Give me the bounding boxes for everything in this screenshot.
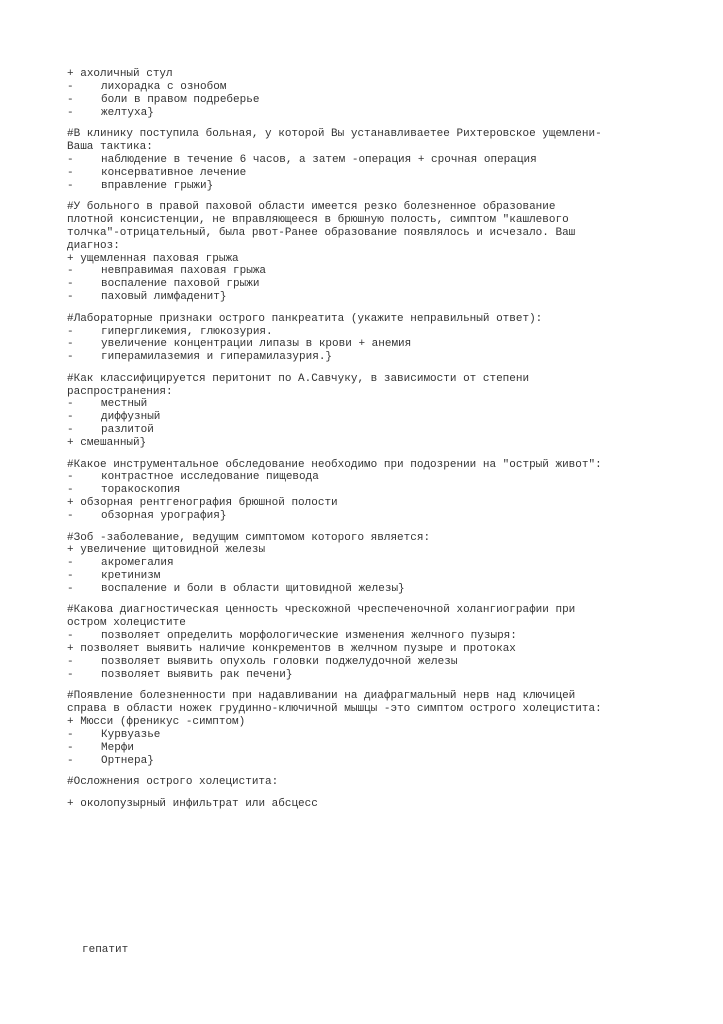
correct-answer: [67, 497, 707, 510]
correct-answer: [67, 798, 707, 811]
answer-text: позволяет выявить наличие конкрементов в желчном пузыре и протоках: [80, 643, 516, 656]
answer-marker: -: [67, 351, 74, 364]
answer-marker: -: [67, 80, 74, 93]
answer-marker: -: [67, 728, 74, 741]
answer-marker: +: [67, 252, 74, 265]
question-block: [67, 313, 707, 365]
answer-marker: +: [67, 716, 74, 729]
answer-marker: -: [67, 570, 74, 583]
answer-text: акромегалия: [101, 557, 174, 570]
answer-option: [67, 471, 707, 484]
answer-text: консервативное лечение: [101, 166, 247, 179]
answer-text: гиперамилаземия и гиперамилазурия.}: [101, 351, 333, 364]
answer-marker: -: [67, 291, 74, 304]
answer-text: желтуха}: [101, 106, 154, 119]
correct-answer: [67, 68, 707, 81]
answer-option: [67, 583, 707, 596]
correct-answer: [67, 716, 707, 729]
question-text: диагноз:: [67, 239, 120, 252]
correct-answer: [67, 544, 707, 557]
question-text: распространения:: [67, 385, 173, 398]
answer-text: ущемленная паховая грыжа: [80, 252, 239, 265]
answer-text: воспаление паховой грыжи: [101, 278, 260, 291]
answer-marker: -: [67, 325, 74, 338]
question-text: #Зоб -заболевание, ведущим симптомом которого является:: [67, 531, 431, 544]
question-block: [67, 798, 707, 811]
answer-marker: -: [67, 338, 74, 351]
answer-text: гипергликемия, глюкозурия.: [101, 325, 273, 338]
answer-marker: +: [67, 437, 74, 450]
answer-option: [67, 656, 707, 669]
question-block: [67, 532, 707, 596]
question-text: #Какова диагностическая ценность чрескожной чреспеченочной холангиографии при: [67, 604, 576, 617]
answer-marker: -: [67, 398, 74, 411]
answer-option: [67, 265, 707, 278]
answer-text: диффузный: [101, 411, 161, 424]
answer-option: [67, 630, 707, 643]
answer-option: [67, 291, 707, 304]
answer-text: кретинизм: [101, 570, 161, 583]
page-footer-text: гепатит: [82, 944, 129, 956]
question-text: остром холецистите: [67, 617, 186, 630]
question-text: #Какое инструментальное обследование необходимо при подозрении на "острый живот":: [67, 458, 602, 471]
question-block: [67, 690, 707, 767]
answer-option: [67, 729, 707, 742]
answer-text: Курвуазье: [101, 728, 161, 741]
answer-option: [67, 81, 707, 94]
answer-text: воспаление и боли в области щитовидной железы}: [101, 583, 405, 596]
answer-marker: -: [67, 106, 74, 119]
answer-marker: -: [67, 583, 74, 596]
answer-marker: -: [67, 668, 74, 681]
question-text: Ваша тактика:: [67, 140, 153, 153]
answer-option: [67, 669, 707, 682]
question-block: [67, 604, 707, 681]
question-block: [67, 68, 707, 120]
correct-answer: [67, 253, 707, 266]
answer-marker: -: [67, 656, 74, 669]
answer-marker: -: [67, 424, 74, 437]
question-text: #Появление болезненности при надавливании на диафрагмальный нерв над ключицей: [67, 690, 576, 703]
answer-option: [67, 278, 707, 291]
answer-marker: +: [67, 797, 74, 810]
answer-option: [67, 94, 707, 107]
question-text: справа в области ножек грудинно-ключичной мышцы -это симптом острого холецистита:: [67, 703, 602, 716]
answer-option: [67, 167, 707, 180]
answer-marker: -: [67, 153, 74, 166]
answer-text: вправление грыжи}: [101, 179, 214, 192]
answer-marker: -: [67, 265, 74, 278]
answer-text: торакоскопия: [101, 484, 181, 497]
answer-marker: -: [67, 557, 74, 570]
answer-text: околопузырный инфильтрат или абсцесс: [80, 797, 318, 810]
answer-text: лихорадка с ознобом: [101, 80, 227, 93]
answer-text: позволяет определить морфологические изменения желчного пузыря:: [101, 630, 517, 643]
question-text: #Как классифицируется перитонит по А.Савчуку, в зависимости от степени: [67, 372, 530, 385]
correct-answer: [67, 643, 707, 656]
question-block: [67, 373, 707, 450]
question-text: #Осложнения острого холецистита:: [67, 776, 279, 789]
answer-text: обзорная рентгенография брюшной полости: [80, 497, 338, 510]
answer-option: [67, 338, 707, 351]
answer-text: ахоличный стул: [80, 68, 173, 80]
answer-text: Мюсси (френикус -симптом): [80, 716, 246, 729]
answer-text: боли в правом подреберье: [101, 93, 260, 106]
answer-marker: -: [67, 510, 74, 523]
answer-text: позволяет выявить рак печени}: [101, 668, 293, 681]
answer-text: разлитой: [101, 424, 154, 437]
answer-option: [67, 398, 707, 411]
answer-marker: -: [67, 179, 74, 192]
answer-marker: +: [67, 544, 74, 557]
answer-text: обзорная урография}: [101, 510, 227, 523]
answer-marker: +: [67, 497, 74, 510]
answer-option: [67, 484, 707, 497]
answer-marker: -: [67, 471, 74, 484]
answer-marker: +: [67, 68, 74, 80]
answer-text: паховый лимфаденит}: [101, 291, 227, 304]
answer-text: позволяет выявить опухоль головки поджелудочной железы: [101, 656, 458, 669]
answer-text: наблюдение в течение 6 часов, а затем -операция + срочная операция: [101, 153, 537, 166]
answer-marker: -: [67, 166, 74, 179]
question-text: #В клинику поступила больная, у которой Вы устанавливаетее Рихтеровское ущемлени-: [67, 128, 602, 141]
answer-text: Ортнера}: [101, 754, 154, 767]
question-block: [67, 128, 707, 192]
answer-option: [67, 570, 707, 583]
answer-option: [67, 180, 707, 193]
question-block: [67, 201, 707, 304]
question-block: [67, 459, 707, 523]
answer-marker: -: [67, 93, 74, 106]
answer-option: [67, 510, 707, 523]
question-text: #У больного в правой паховой области имеется резко болезненное образование: [67, 201, 556, 214]
answer-option: [67, 557, 707, 570]
answer-marker: -: [67, 278, 74, 291]
question-text: толчка"-отрицательный, была рвот-Ранее образование появлялось и исчезало. Ваш: [67, 226, 576, 239]
document-body: [67, 68, 707, 819]
answer-text: контрастное исследование пищевода: [101, 471, 319, 484]
answer-marker: +: [67, 643, 74, 656]
answer-marker: -: [67, 630, 74, 643]
answer-marker: -: [67, 411, 74, 424]
answer-option: [67, 351, 707, 364]
question-text: плотной консистенции, не вправляющееся в брюшную полость, симптом "кашлевого: [67, 213, 569, 226]
answer-option: [67, 411, 707, 424]
answer-option: [67, 326, 707, 339]
answer-text: увеличение щитовидной железы: [80, 544, 266, 557]
question-text: #Лабораторные признаки острого панкреатита (укажите неправильный ответ):: [67, 312, 543, 325]
answer-text: невправимая паховая грыжа: [101, 265, 267, 278]
answer-marker: -: [67, 484, 74, 497]
answer-option: [67, 154, 707, 167]
question-block: [67, 776, 707, 789]
answer-text: увеличение концентрации липазы в крови + анемия: [101, 338, 412, 351]
answer-marker: -: [67, 741, 74, 754]
answer-option: [67, 107, 707, 120]
answer-text: местный: [101, 398, 148, 411]
answer-option: [67, 424, 707, 437]
answer-text: смешанный}: [80, 437, 147, 450]
answer-text: Мерфи: [101, 741, 135, 754]
correct-answer: [67, 437, 707, 450]
answer-option: [67, 755, 707, 768]
answer-option: [67, 742, 707, 755]
answer-marker: -: [67, 754, 74, 767]
